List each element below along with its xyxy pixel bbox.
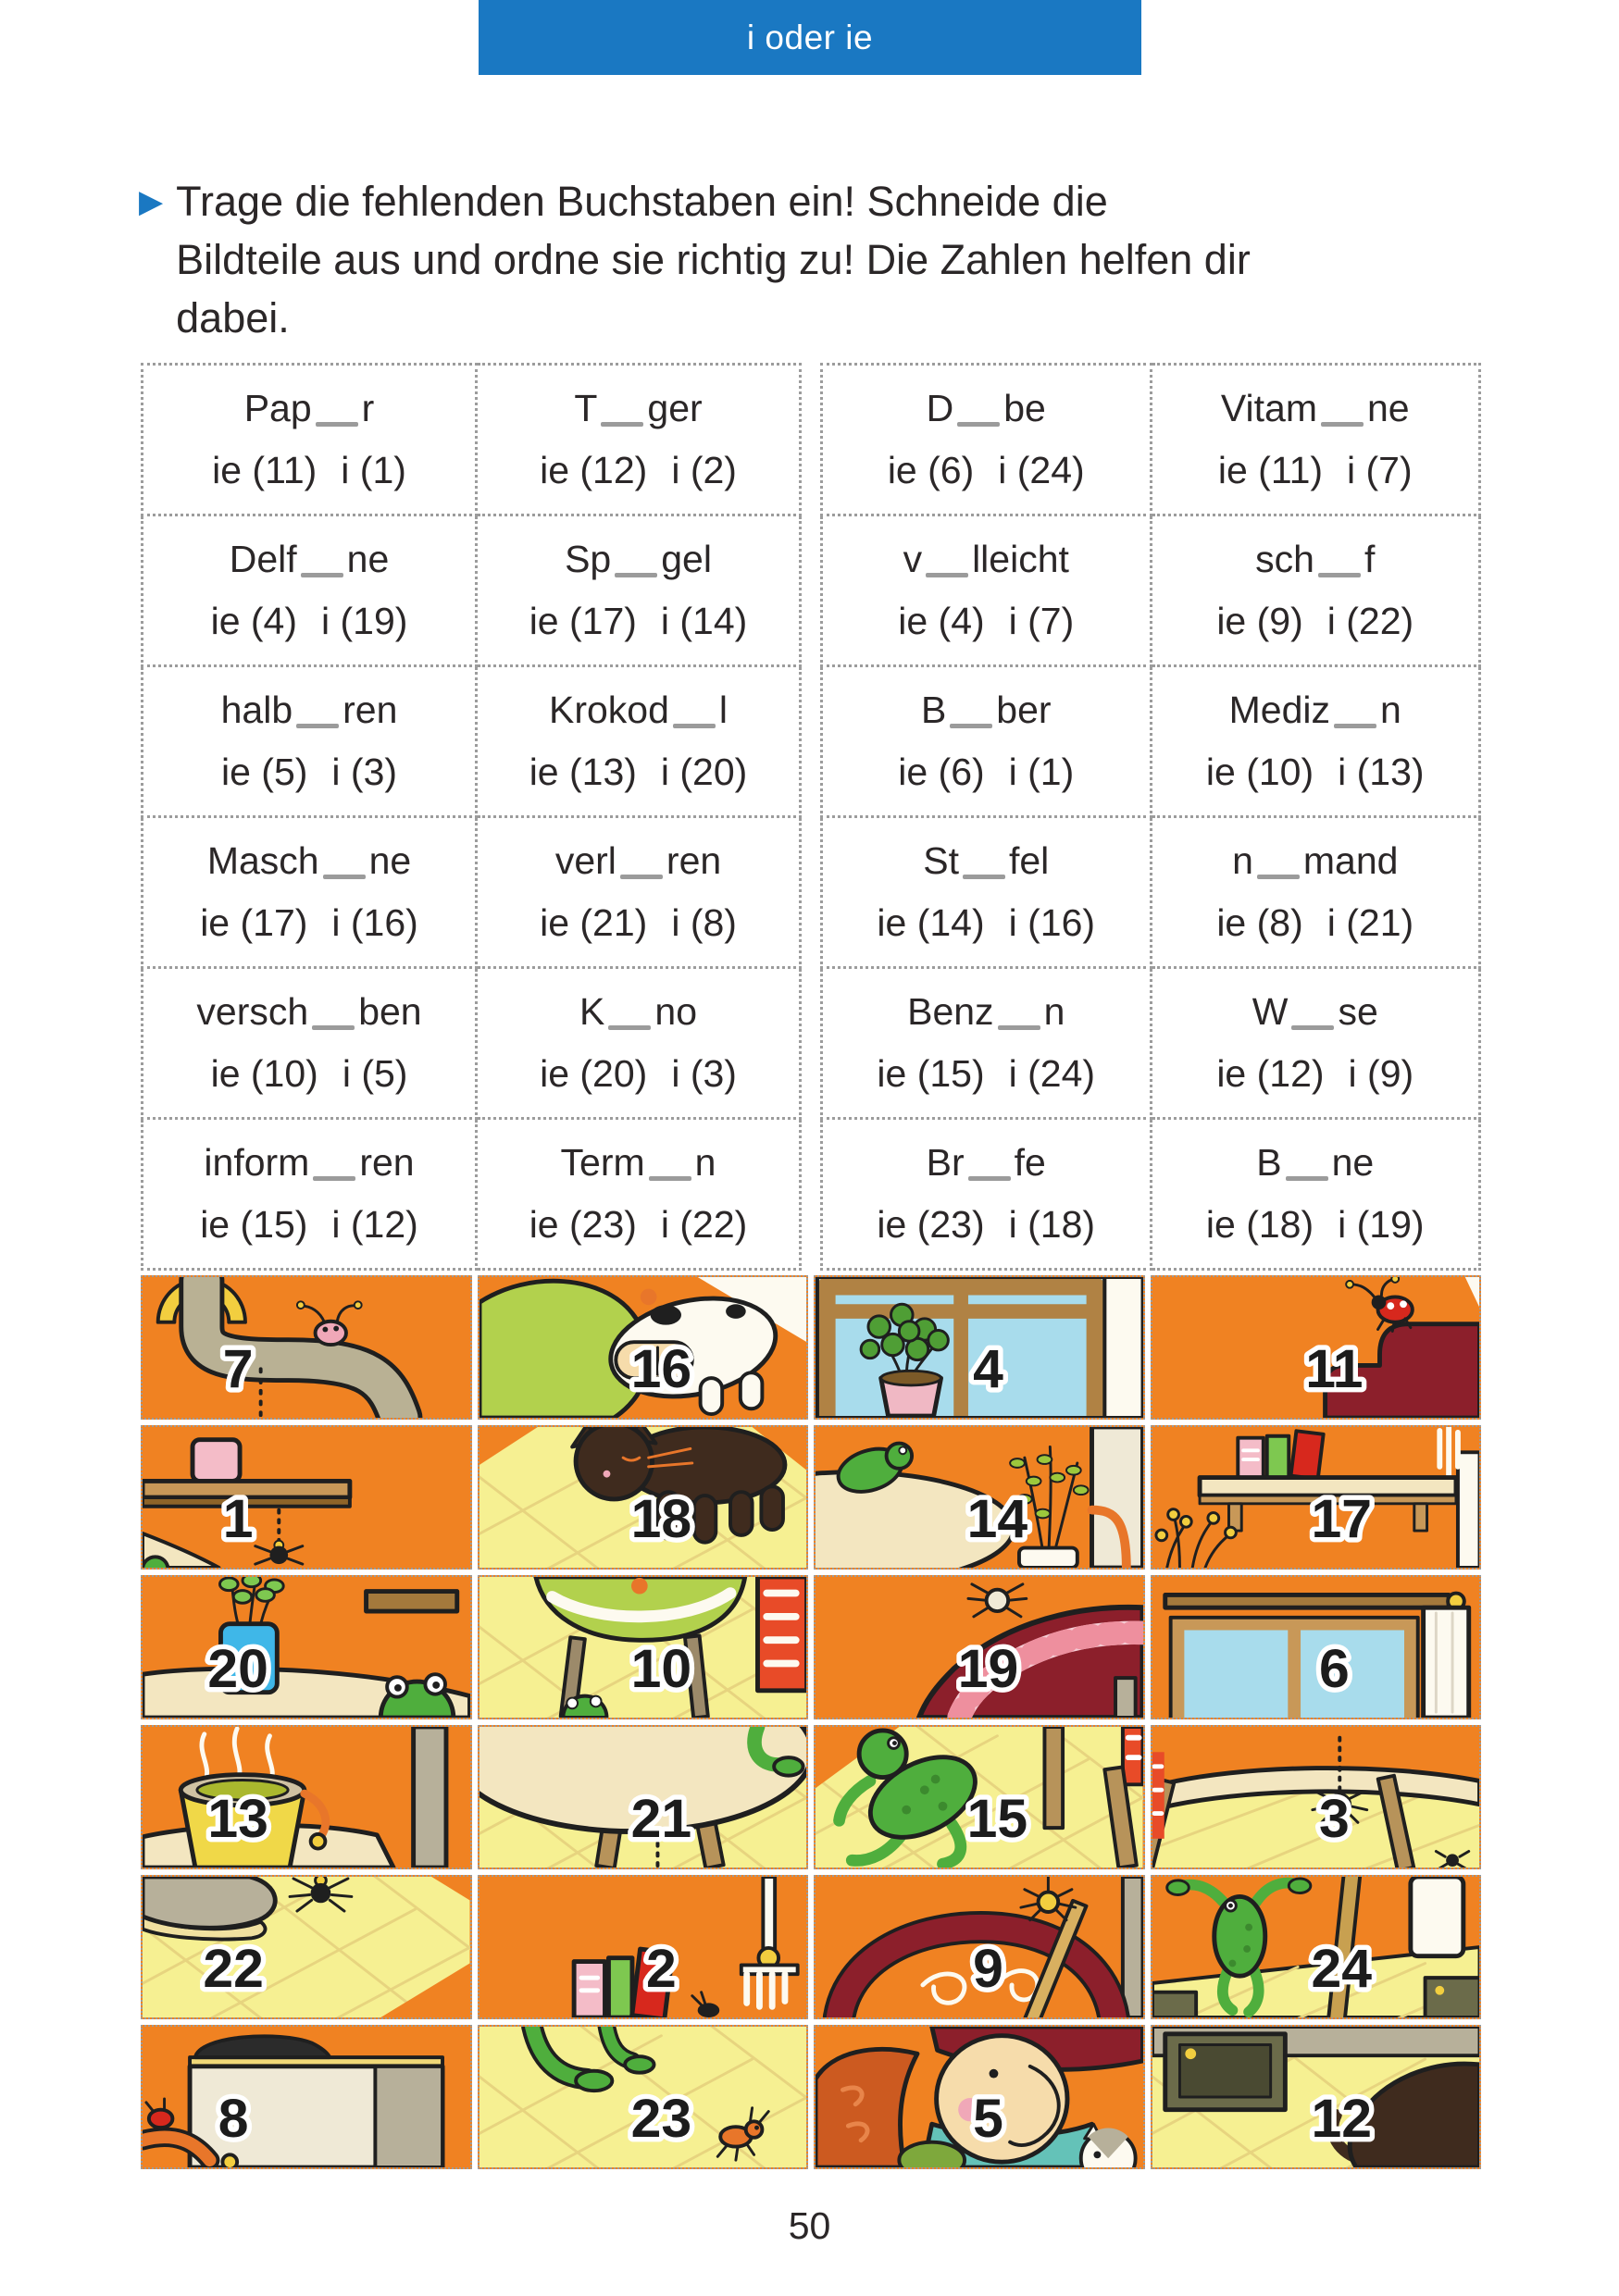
option-i: i (3)	[331, 751, 398, 793]
option-ie: ie (10)	[210, 1052, 318, 1095]
picture-tile-21	[478, 1725, 809, 1869]
word-with-blank	[478, 990, 799, 1034]
floor-hat-spider-illustration	[143, 1877, 470, 2017]
word-cell	[143, 1119, 477, 1270]
word-with-blank	[823, 538, 1150, 581]
option-i: i (14)	[660, 600, 748, 642]
picture-tile-5	[814, 2025, 1145, 2169]
picture-tile-22	[141, 1875, 472, 2019]
word-options	[1152, 600, 1479, 643]
tile-number: 1	[222, 1489, 254, 1549]
word-with-blank	[478, 1141, 799, 1185]
word-options	[1152, 1052, 1479, 1096]
word-with-blank	[823, 689, 1150, 732]
word-options	[1152, 449, 1479, 492]
plant-cup-frog-eyes-illustration	[143, 1577, 470, 1718]
word-prefix: n	[1232, 839, 1253, 882]
word-options	[478, 1052, 799, 1096]
word-cell	[1151, 817, 1480, 968]
word-options	[478, 449, 799, 492]
word-suffix: se	[1338, 990, 1378, 1033]
word-prefix: halb	[220, 689, 293, 731]
word-options	[823, 1052, 1150, 1096]
word-suffix: ber	[996, 689, 1052, 731]
picture-tile-grid	[141, 1275, 1481, 2169]
word-with-blank	[823, 1141, 1150, 1185]
fill-in-blank[interactable]	[968, 1176, 1011, 1181]
option-i: i (16)	[1008, 901, 1096, 944]
word-cell	[477, 1119, 801, 1270]
word-with-blank	[143, 839, 475, 883]
word-with-blank	[1152, 839, 1479, 883]
option-ie: ie (6)	[887, 449, 975, 491]
frog-on-floor-illustration	[816, 1727, 1143, 1868]
fill-in-blank[interactable]	[323, 875, 366, 879]
picture-tile-1	[141, 1425, 472, 1570]
word-options	[143, 1052, 475, 1096]
picture-tile-9	[814, 1875, 1145, 2019]
picture-tile-17	[1151, 1425, 1482, 1570]
word-suffix: lleicht	[972, 538, 1069, 580]
word-cell	[143, 365, 477, 515]
word-with-blank	[1152, 1141, 1479, 1185]
word-cell	[143, 968, 477, 1119]
tile-number: 7	[222, 1339, 254, 1399]
word-prefix: Sp	[565, 538, 612, 580]
option-i: i (9)	[1348, 1052, 1414, 1095]
picture-tile-2	[478, 1875, 809, 2019]
word-prefix: versch	[196, 990, 309, 1033]
tile-number: 14	[966, 1489, 1028, 1549]
option-ie: ie (11)	[1217, 449, 1324, 491]
option-ie: ie (15)	[200, 1203, 308, 1246]
fill-in-blank[interactable]	[1334, 724, 1376, 728]
fill-in-blank[interactable]	[301, 573, 343, 577]
word-prefix: Masch	[206, 839, 319, 882]
option-i: i (24)	[1008, 1052, 1096, 1095]
picture-tile-23	[478, 2025, 809, 2169]
fill-in-blank[interactable]	[957, 422, 1000, 427]
option-ie: ie (11)	[212, 449, 318, 491]
option-ie: ie (4)	[210, 600, 298, 642]
option-i: i (5)	[342, 1052, 408, 1095]
word-with-blank	[823, 387, 1150, 430]
word-options	[1152, 901, 1479, 945]
option-i: i (18)	[1008, 1203, 1096, 1246]
option-ie: ie (21)	[540, 901, 648, 944]
picture-tile-14	[814, 1425, 1145, 1570]
steaming-pot-illustration	[143, 1727, 470, 1868]
word-prefix: v	[903, 538, 923, 580]
word-cell	[477, 968, 801, 1119]
word-prefix: inform	[204, 1141, 310, 1184]
word-with-blank	[143, 1141, 475, 1185]
word-options	[478, 1203, 799, 1247]
tile-number: 19	[957, 1639, 1019, 1699]
cat-on-armchair-illustration	[479, 1277, 807, 1418]
option-ie: ie (17)	[529, 600, 637, 642]
option-ie: ie (20)	[540, 1052, 648, 1095]
instruction	[139, 172, 1500, 347]
word-prefix: Term	[560, 1141, 645, 1184]
stovepipe-with-bug-illustration	[143, 1277, 470, 1418]
word-prefix: B	[920, 689, 947, 731]
frog-climbing-stick-illustration	[1152, 1877, 1480, 2017]
word-suffix: f	[1364, 538, 1376, 580]
option-ie: ie (8)	[1216, 901, 1303, 944]
word-prefix: W	[1252, 990, 1289, 1033]
option-ie: ie (6)	[898, 751, 985, 793]
option-i: i (1)	[341, 449, 406, 491]
instruction-line: Bildteile aus und ordne sie richtig zu! Die Zahlen helfen dir	[176, 236, 1251, 283]
fill-in-blank[interactable]	[1321, 422, 1364, 427]
witch-with-cat-illustration	[816, 2027, 1143, 2167]
word-suffix: ne	[1331, 1141, 1375, 1184]
window-with-curtain-illustration	[1152, 1577, 1480, 1718]
word-with-blank	[143, 387, 475, 430]
frog-legs-and-ant-illustration	[479, 2027, 807, 2167]
fill-in-blank[interactable]	[608, 1025, 651, 1030]
word-suffix: ne	[368, 839, 412, 882]
option-i: i (13)	[1338, 751, 1425, 793]
word-table-left	[141, 363, 802, 1271]
witch-hat-spider-illustration	[816, 1577, 1143, 1718]
tile-number: 18	[630, 1489, 691, 1549]
word-cell	[477, 365, 801, 515]
word-suffix: ren	[342, 689, 398, 731]
word-cell	[1151, 666, 1480, 817]
word-prefix: T	[574, 387, 598, 429]
word-cell	[1151, 515, 1480, 666]
picture-tile-3	[1151, 1725, 1482, 1869]
option-ie: ie (15)	[877, 1052, 985, 1095]
tile-number: 3	[1318, 1789, 1350, 1849]
picture-tile-8	[141, 2025, 472, 2169]
instruction-line: dabei.	[176, 294, 290, 341]
window-with-plant-illustration	[816, 1277, 1143, 1418]
word-prefix: Krokod	[549, 689, 669, 731]
word-prefix: St	[923, 839, 959, 882]
word-prefix: D	[926, 387, 954, 429]
word-options	[823, 449, 1150, 492]
page-header-title: i oder ie	[746, 18, 874, 56]
word-with-blank	[143, 990, 475, 1034]
word-suffix: ger	[647, 387, 703, 429]
word-cell	[822, 365, 1152, 515]
word-options	[478, 600, 799, 643]
option-i: i (21)	[1326, 901, 1414, 944]
option-i: i (22)	[660, 1203, 748, 1246]
fill-in-blank[interactable]	[316, 422, 358, 427]
picture-tile-15	[814, 1725, 1145, 1869]
word-cell	[477, 817, 801, 968]
word-cell	[822, 1119, 1152, 1270]
word-with-blank	[478, 839, 799, 883]
tile-number: 23	[630, 2089, 691, 2149]
word-grid	[141, 363, 1481, 1271]
word-options	[1152, 1203, 1479, 1247]
tile-number: 12	[1310, 2089, 1372, 2149]
word-cell	[822, 515, 1152, 666]
word-options	[1152, 751, 1479, 794]
fill-in-blank[interactable]	[649, 1176, 691, 1181]
option-i: i (16)	[331, 901, 418, 944]
word-options	[143, 751, 475, 794]
word-options	[143, 600, 475, 643]
tile-number: 8	[218, 2089, 249, 2149]
word-cell	[477, 515, 801, 666]
picture-frame-cat-illustration	[1152, 2027, 1480, 2167]
picture-tile-7	[141, 1275, 472, 1420]
fill-in-blank[interactable]	[312, 1025, 355, 1030]
fill-in-blank[interactable]	[1318, 573, 1361, 577]
tile-number: 10	[630, 1639, 691, 1699]
option-i: i (7)	[1347, 449, 1413, 491]
tile-number: 22	[203, 1939, 264, 1999]
picture-tile-6	[1151, 1575, 1482, 1719]
option-ie: ie (13)	[529, 751, 637, 793]
word-options	[823, 751, 1150, 794]
word-options	[823, 600, 1150, 643]
fill-in-blank[interactable]	[615, 573, 657, 577]
picture-tile-16	[478, 1275, 809, 1420]
option-ie: ie (18)	[1205, 1203, 1314, 1246]
fill-in-blank[interactable]	[313, 1176, 355, 1181]
word-suffix: ne	[1366, 387, 1410, 429]
tile-number: 11	[1304, 1339, 1364, 1399]
instruction-line: Trage die fehlenden Buchstaben ein! Schneide die	[176, 178, 1108, 225]
picture-tile-10	[478, 1575, 809, 1719]
word-cell	[1151, 365, 1480, 515]
word-suffix: no	[654, 990, 697, 1033]
word-options	[478, 901, 799, 945]
word-cell	[1151, 968, 1480, 1119]
word-with-blank	[1152, 538, 1479, 581]
picture-tile-13	[141, 1725, 472, 1869]
tile-number: 21	[630, 1789, 691, 1849]
option-ie: ie (12)	[1216, 1052, 1325, 1095]
word-with-blank	[823, 839, 1150, 883]
word-options	[478, 751, 799, 794]
option-i: i (22)	[1326, 600, 1414, 642]
fill-in-blank[interactable]	[673, 724, 716, 728]
option-ie: ie (4)	[898, 600, 985, 642]
word-suffix: mand	[1302, 839, 1399, 882]
fill-in-blank[interactable]	[1286, 1176, 1328, 1181]
option-i: i (19)	[1338, 1203, 1425, 1246]
word-with-blank	[1152, 990, 1479, 1034]
word-suffix: n	[694, 1141, 716, 1184]
word-options	[143, 1203, 475, 1247]
word-cell	[143, 666, 477, 817]
page-header-tab	[479, 0, 1141, 75]
option-ie: ie (5)	[221, 751, 308, 793]
word-with-blank	[1152, 387, 1479, 430]
fill-in-blank[interactable]	[963, 875, 1005, 879]
word-with-blank	[143, 538, 475, 581]
option-i: i (2)	[671, 449, 737, 491]
word-prefix: verl	[554, 839, 616, 882]
word-prefix: Mediz	[1228, 689, 1331, 731]
picture-tile-20	[141, 1575, 472, 1719]
word-prefix: Pap	[243, 387, 312, 429]
option-ie: ie (14)	[877, 901, 985, 944]
word-with-blank	[478, 387, 799, 430]
word-cell	[477, 666, 801, 817]
fill-in-blank[interactable]	[296, 724, 339, 728]
word-prefix: B	[1256, 1141, 1282, 1184]
picture-tile-24	[1151, 1875, 1482, 2019]
word-suffix: be	[1003, 387, 1046, 429]
fill-in-blank[interactable]	[620, 875, 663, 879]
word-suffix: ren	[359, 1141, 415, 1184]
word-suffix: n	[1380, 689, 1401, 731]
word-with-blank	[478, 689, 799, 732]
books-and-fork-illustration	[479, 1877, 807, 2017]
option-i: i (7)	[1008, 600, 1075, 642]
option-i: i (19)	[321, 600, 408, 642]
fill-in-blank[interactable]	[926, 573, 968, 577]
bullet-triangle-icon: ▶	[139, 184, 164, 219]
tile-number: 17	[1310, 1489, 1372, 1549]
fill-in-blank[interactable]	[1257, 875, 1300, 879]
word-cell	[822, 968, 1152, 1119]
word-prefix: Delf	[229, 538, 297, 580]
option-ie: ie (17)	[200, 901, 308, 944]
stove-kettle-bug-illustration	[143, 2027, 470, 2167]
word-suffix: n	[1043, 990, 1065, 1033]
option-i: i (24)	[998, 449, 1085, 491]
word-with-blank	[478, 538, 799, 581]
round-table-frog-leg-illustration	[479, 1727, 807, 1868]
fill-in-blank[interactable]	[1291, 1025, 1334, 1030]
shelf-cup-spider-illustration	[143, 1427, 470, 1568]
fill-in-blank[interactable]	[998, 1025, 1040, 1030]
word-suffix: l	[718, 689, 729, 731]
option-i: i (1)	[1008, 751, 1075, 793]
picture-tile-12	[1151, 2025, 1482, 2169]
word-suffix: gel	[661, 538, 712, 580]
tile-number: 13	[207, 1789, 268, 1849]
basket-broom-spider-illustration	[816, 1877, 1143, 2017]
tile-number: 16	[630, 1339, 691, 1399]
tile-number: 5	[973, 2089, 1003, 2149]
word-cell	[822, 666, 1152, 817]
fill-in-blank[interactable]	[601, 422, 643, 427]
word-options	[143, 901, 475, 945]
option-ie: ie (9)	[1216, 600, 1303, 642]
fill-in-blank[interactable]	[950, 724, 992, 728]
hanging-spider-illustration	[1152, 1727, 1480, 1868]
black-cat-on-floor-illustration	[479, 1427, 807, 1568]
word-with-blank	[823, 990, 1150, 1034]
word-suffix: fe	[1014, 1141, 1046, 1184]
tile-number: 15	[966, 1789, 1028, 1849]
word-cell	[143, 515, 477, 666]
picture-tile-4	[814, 1275, 1145, 1420]
word-options	[823, 1203, 1150, 1247]
option-ie: ie (12)	[540, 449, 648, 491]
word-suffix: fel	[1008, 839, 1050, 882]
word-with-blank	[143, 689, 475, 732]
word-cell	[1151, 1119, 1480, 1270]
option-i: i (8)	[671, 901, 737, 944]
picture-tile-19	[814, 1575, 1145, 1719]
option-i: i (20)	[660, 751, 748, 793]
option-i: i (12)	[331, 1203, 418, 1246]
frog-on-table-with-plant-illustration	[816, 1427, 1143, 1568]
word-prefix: K	[579, 990, 605, 1033]
option-ie: ie (10)	[1205, 751, 1314, 793]
option-i: i (3)	[671, 1052, 737, 1095]
bookshelf-and-flowers-illustration	[1152, 1427, 1480, 1568]
tile-number: 4	[973, 1339, 1003, 1399]
tile-number: 24	[1310, 1939, 1372, 1999]
word-table-right	[820, 363, 1481, 1271]
picture-tile-11	[1151, 1275, 1482, 1420]
word-prefix: Br	[926, 1141, 965, 1184]
ladybug-on-red-chair-illustration	[1152, 1277, 1480, 1418]
tile-number: 6	[1318, 1639, 1350, 1699]
word-suffix: ben	[358, 990, 422, 1033]
word-suffix: ren	[666, 839, 722, 882]
option-ie: ie (23)	[529, 1203, 637, 1246]
tile-number: 20	[207, 1639, 268, 1699]
word-prefix: Vitam	[1220, 387, 1317, 429]
tile-number: 2	[645, 1939, 677, 1999]
word-options	[143, 449, 475, 492]
picture-tile-18	[478, 1425, 809, 1570]
word-suffix: ne	[346, 538, 390, 580]
word-prefix: sch	[1255, 538, 1314, 580]
word-with-blank	[1152, 689, 1479, 732]
word-cell	[143, 817, 477, 968]
page-number: 50	[788, 2204, 831, 2247]
word-prefix: Benz	[907, 990, 994, 1033]
option-ie: ie (23)	[877, 1203, 985, 1246]
word-suffix: r	[361, 387, 375, 429]
tile-number: 9	[973, 1939, 1003, 1999]
instruction-text	[176, 172, 1251, 347]
word-options	[823, 901, 1150, 945]
chair-cushion-illustration	[479, 1577, 807, 1718]
word-cell	[822, 817, 1152, 968]
